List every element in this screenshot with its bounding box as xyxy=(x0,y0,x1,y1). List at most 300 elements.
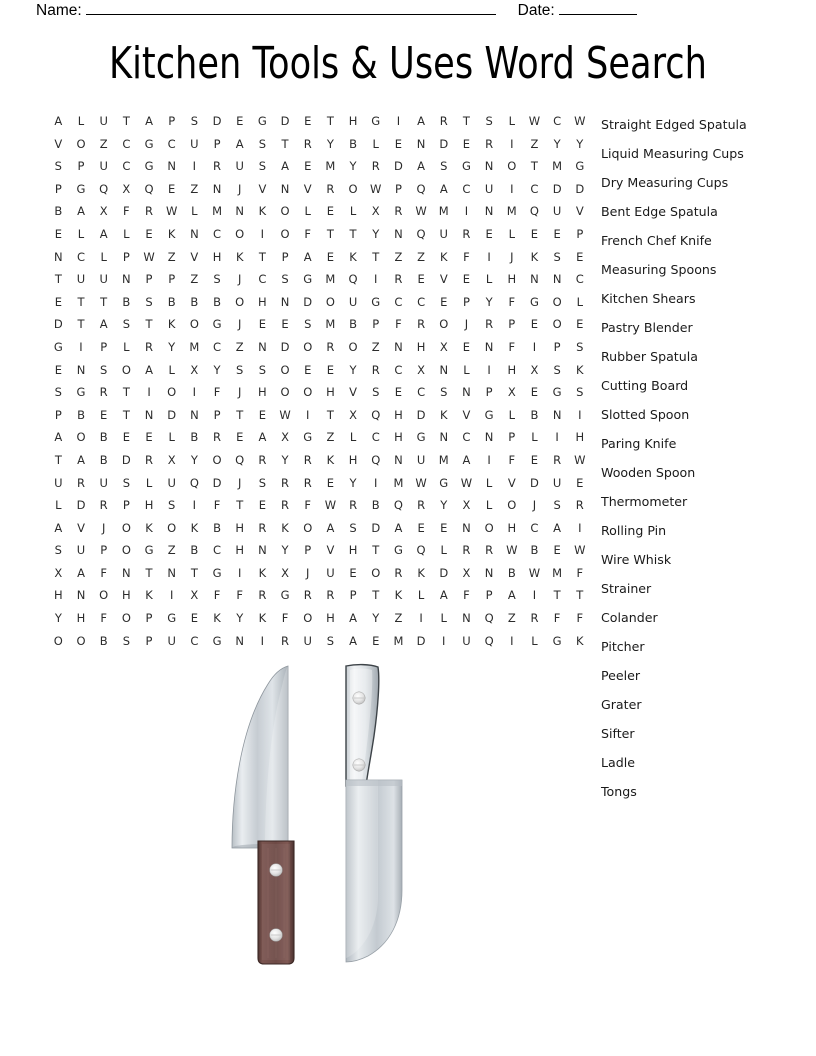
grid-cell[interactable]: L xyxy=(485,475,493,490)
grid-cell[interactable]: E xyxy=(417,272,425,287)
grid-cell[interactable]: O xyxy=(552,317,562,332)
grid-cell[interactable]: Z xyxy=(394,249,403,264)
grid-cell[interactable]: E xyxy=(462,272,471,287)
grid-cell[interactable]: B xyxy=(99,452,108,467)
grid-cell[interactable]: G xyxy=(461,159,471,174)
grid-cell[interactable]: E xyxy=(576,475,584,490)
grid-cell[interactable]: D xyxy=(212,475,222,490)
grid-cell[interactable]: L xyxy=(508,114,515,128)
grid-cell[interactable]: E xyxy=(372,633,380,648)
grid-cell[interactable]: I xyxy=(79,339,83,354)
grid-cell[interactable]: O xyxy=(303,385,313,400)
grid-cell[interactable]: J xyxy=(238,181,242,196)
word-list-item[interactable]: Wire Whisk xyxy=(601,552,672,567)
grid-cell[interactable]: E xyxy=(190,611,198,626)
grid-cell[interactable]: Q xyxy=(144,181,154,196)
grid-cell[interactable]: L xyxy=(463,362,470,377)
grid-cell[interactable]: Q xyxy=(189,475,199,490)
grid-cell[interactable]: R xyxy=(145,204,154,219)
grid-cell[interactable]: T xyxy=(462,114,470,128)
grid-cell[interactable]: K xyxy=(439,249,448,264)
grid-cell[interactable]: M xyxy=(552,565,563,580)
grid-cell[interactable]: O xyxy=(121,520,131,535)
grid-cell[interactable]: T xyxy=(281,136,289,151)
grid-cell[interactable]: O xyxy=(76,633,86,648)
grid-cell[interactable]: M xyxy=(552,159,563,174)
grid-cell[interactable]: I xyxy=(306,407,310,422)
grid-cell[interactable]: S xyxy=(553,362,561,377)
grid-cell[interactable]: R xyxy=(303,452,312,467)
grid-cell[interactable]: V xyxy=(349,385,357,400)
grid-cell[interactable]: I xyxy=(238,565,242,580)
grid-cell[interactable]: S xyxy=(258,159,267,174)
grid-cell[interactable]: C xyxy=(417,294,426,309)
grid-cell[interactable]: E xyxy=(553,543,561,558)
grid-cell[interactable]: S xyxy=(304,317,312,332)
grid-cell[interactable]: X xyxy=(349,407,358,422)
grid-cell[interactable]: K xyxy=(576,362,584,377)
grid-cell[interactable]: F xyxy=(576,611,584,626)
grid-cell[interactable]: I xyxy=(555,430,559,445)
grid-cell[interactable]: G xyxy=(529,294,539,309)
grid-cell[interactable]: B xyxy=(99,633,108,648)
grid-cell[interactable]: D xyxy=(393,159,403,174)
grid-cell[interactable]: M xyxy=(393,633,404,648)
grid-cell[interactable]: Y xyxy=(54,611,62,626)
grid-cell[interactable]: R xyxy=(281,475,290,490)
grid-cell[interactable]: J xyxy=(101,520,106,535)
grid-cell[interactable]: S xyxy=(145,294,153,309)
grid-cell[interactable]: J xyxy=(510,249,514,264)
grid-cell[interactable]: A xyxy=(281,159,289,174)
grid-cell[interactable]: U xyxy=(303,633,312,648)
word-list-item[interactable]: Bent Edge Spatula xyxy=(601,204,718,219)
grid-cell[interactable]: G xyxy=(371,114,381,128)
grid-cell[interactable]: R xyxy=(553,452,562,467)
grid-cell[interactable]: A xyxy=(349,611,357,626)
grid-cell[interactable]: P xyxy=(54,407,62,422)
grid-cell[interactable]: J xyxy=(238,272,242,287)
grid-cell[interactable]: B xyxy=(349,317,358,332)
grid-cell[interactable]: H xyxy=(326,611,335,626)
grid-cell[interactable]: E xyxy=(54,294,62,309)
grid-cell[interactable]: C xyxy=(213,543,222,558)
grid-cell[interactable]: F xyxy=(100,611,107,626)
grid-cell[interactable]: U xyxy=(99,475,108,490)
grid-cell[interactable]: X xyxy=(417,362,426,377)
grid-cell[interactable]: K xyxy=(281,520,289,535)
grid-cell[interactable]: R xyxy=(281,633,290,648)
grid-cell[interactable]: L xyxy=(168,430,175,445)
grid-cell[interactable]: T xyxy=(54,272,62,287)
grid-cell[interactable]: O xyxy=(121,543,131,558)
grid-cell[interactable]: Z xyxy=(394,611,403,626)
grid-cell[interactable]: S xyxy=(258,362,267,377)
grid-cell[interactable]: K xyxy=(235,249,244,264)
grid-cell[interactable]: S xyxy=(213,272,221,287)
grid-cell[interactable]: O xyxy=(53,633,63,648)
grid-cell[interactable]: P xyxy=(349,588,357,603)
grid-cell[interactable]: E xyxy=(530,317,539,332)
grid-cell[interactable]: K xyxy=(576,633,584,648)
grid-cell[interactable]: A xyxy=(54,114,63,128)
grid-cell[interactable]: Y xyxy=(236,611,244,626)
grid-cell[interactable]: O xyxy=(76,136,86,151)
grid-cell[interactable]: G xyxy=(303,272,313,287)
grid-cell[interactable]: X xyxy=(99,204,108,219)
grid-cell[interactable]: I xyxy=(260,226,265,241)
grid-cell[interactable]: P xyxy=(145,611,153,626)
grid-cell[interactable]: D xyxy=(530,475,539,490)
grid-cell[interactable]: C xyxy=(190,633,199,648)
word-list-item[interactable]: Kitchen Shears xyxy=(601,291,696,306)
grid-cell[interactable]: T xyxy=(77,294,85,309)
grid-cell[interactable]: Q xyxy=(416,181,426,196)
grid-cell[interactable]: B xyxy=(530,407,539,422)
grid-cell[interactable]: G xyxy=(439,475,449,490)
grid-cell[interactable]: L xyxy=(304,204,311,219)
grid-cell[interactable]: E xyxy=(145,226,153,241)
grid-cell[interactable]: G xyxy=(76,181,86,196)
grid-cell[interactable]: I xyxy=(192,385,197,400)
grid-cell[interactable]: O xyxy=(280,226,290,241)
grid-cell[interactable]: L xyxy=(531,633,538,648)
grid-cell[interactable]: H xyxy=(235,520,245,535)
grid-cell[interactable]: E xyxy=(462,339,471,354)
word-list-item[interactable]: French Chef Knife xyxy=(601,233,712,248)
grid-cell[interactable]: U xyxy=(416,452,426,467)
grid-cell[interactable]: N xyxy=(76,362,86,377)
grid-cell[interactable]: T xyxy=(236,407,244,422)
grid-cell[interactable]: B xyxy=(213,520,221,535)
grid-cell[interactable]: R xyxy=(213,430,222,445)
grid-cell[interactable]: P xyxy=(576,226,584,241)
grid-cell[interactable]: U xyxy=(99,114,108,128)
grid-cell[interactable]: M xyxy=(506,204,517,219)
grid-cell[interactable]: A xyxy=(507,588,516,603)
grid-cell[interactable]: L xyxy=(417,588,425,603)
grid-cell[interactable]: S xyxy=(236,362,244,377)
grid-cell[interactable]: E xyxy=(440,520,448,535)
grid-cell[interactable]: Z xyxy=(417,249,426,264)
grid-cell[interactable]: R xyxy=(326,339,335,354)
date-write-in-line[interactable] xyxy=(559,0,637,15)
grid-cell[interactable]: H xyxy=(54,588,63,603)
grid-cell[interactable]: S xyxy=(281,272,289,287)
grid-cell[interactable]: T xyxy=(349,226,357,241)
grid-cell[interactable]: P xyxy=(213,136,221,151)
grid-cell[interactable]: L xyxy=(508,407,515,422)
grid-cell[interactable]: E xyxy=(326,362,335,377)
grid-cell[interactable]: O xyxy=(167,385,177,400)
grid-cell[interactable]: B xyxy=(190,543,199,558)
grid-cell[interactable]: R xyxy=(77,475,85,490)
grid-cell[interactable]: E xyxy=(394,136,403,151)
grid-cell[interactable]: F xyxy=(213,498,221,513)
grid-cell[interactable]: A xyxy=(99,226,108,241)
grid-cell[interactable]: T xyxy=(326,407,334,422)
word-list-item[interactable]: Tongs xyxy=(601,784,637,799)
grid-cell[interactable]: A xyxy=(99,317,108,332)
grid-cell[interactable]: E xyxy=(236,430,244,445)
grid-cell[interactable]: N xyxy=(122,272,131,287)
grid-cell[interactable]: E xyxy=(530,226,539,241)
grid-cell[interactable]: O xyxy=(552,294,562,309)
grid-cell[interactable]: O xyxy=(371,565,381,580)
grid-cell[interactable]: J xyxy=(532,498,537,513)
grid-cell[interactable]: E xyxy=(54,226,62,241)
grid-cell[interactable]: N xyxy=(484,204,494,219)
grid-cell[interactable]: L xyxy=(372,136,379,151)
grid-cell[interactable]: T xyxy=(145,317,153,332)
grid-cell[interactable]: A xyxy=(439,181,448,196)
grid-cell[interactable]: F xyxy=(463,249,470,264)
word-list-item[interactable]: Straight Edged Spatula xyxy=(601,117,747,132)
grid-cell[interactable]: M xyxy=(325,272,336,287)
grid-cell[interactable]: T xyxy=(122,385,130,400)
grid-cell[interactable]: P xyxy=(213,407,221,422)
grid-cell[interactable]: A xyxy=(394,520,403,535)
grid-cell[interactable]: K xyxy=(213,611,221,626)
grid-cell[interactable]: N xyxy=(167,159,176,174)
grid-cell[interactable]: M xyxy=(393,475,404,490)
grid-cell[interactable]: N xyxy=(54,249,63,264)
grid-cell[interactable]: X xyxy=(371,204,380,219)
word-list-item[interactable]: Pitcher xyxy=(601,639,645,654)
grid-cell[interactable]: P xyxy=(508,317,516,332)
grid-cell[interactable]: G xyxy=(212,317,222,332)
grid-cell[interactable]: E xyxy=(168,181,176,196)
grid-cell[interactable]: R xyxy=(439,114,448,128)
grid-cell[interactable]: X xyxy=(167,452,176,467)
grid-cell[interactable]: R xyxy=(485,136,494,151)
grid-cell[interactable]: Z xyxy=(190,181,199,196)
grid-cell[interactable]: G xyxy=(53,339,63,354)
grid-cell[interactable]: O xyxy=(280,204,290,219)
grid-cell[interactable]: Y xyxy=(553,136,561,151)
grid-cell[interactable]: N xyxy=(462,611,471,626)
grid-cell[interactable]: L xyxy=(440,543,447,558)
grid-cell[interactable]: H xyxy=(258,385,267,400)
grid-cell[interactable]: B xyxy=(371,498,380,513)
grid-cell[interactable]: U xyxy=(348,294,358,309)
grid-cell[interactable]: G xyxy=(144,543,154,558)
grid-cell[interactable]: Y xyxy=(372,611,380,626)
grid-cell[interactable]: I xyxy=(464,204,469,219)
grid-cell[interactable]: I xyxy=(192,159,197,174)
grid-cell[interactable]: N xyxy=(484,430,494,445)
grid-cell[interactable]: H xyxy=(258,294,267,309)
grid-cell[interactable]: V xyxy=(303,181,312,196)
grid-cell[interactable]: A xyxy=(326,520,335,535)
grid-cell[interactable]: E xyxy=(304,362,312,377)
grid-cell[interactable]: F xyxy=(395,317,402,332)
grid-cell[interactable]: U xyxy=(76,543,86,558)
grid-cell[interactable]: A xyxy=(54,430,63,445)
grid-cell[interactable]: M xyxy=(325,159,336,174)
grid-cell[interactable]: E xyxy=(417,520,425,535)
grid-cell[interactable]: Q xyxy=(484,633,494,648)
word-list-item[interactable]: Thermometer xyxy=(601,494,688,509)
word-list-item[interactable]: Peeler xyxy=(601,668,641,683)
grid-cell[interactable]: I xyxy=(510,633,514,648)
grid-cell[interactable]: V xyxy=(462,407,471,422)
grid-cell[interactable]: R xyxy=(303,588,312,603)
grid-cell[interactable]: G xyxy=(552,385,562,400)
grid-cell[interactable]: B xyxy=(122,294,131,309)
grid-cell[interactable]: O xyxy=(348,181,358,196)
grid-cell[interactable]: F xyxy=(576,565,584,580)
grid-cell[interactable]: R xyxy=(371,159,380,174)
grid-cell[interactable]: H xyxy=(348,543,358,558)
grid-cell[interactable]: N xyxy=(394,452,403,467)
grid-cell[interactable]: Z xyxy=(507,611,516,626)
grid-cell[interactable]: R xyxy=(575,498,584,513)
grid-cell[interactable]: T xyxy=(77,317,85,332)
grid-cell[interactable]: S xyxy=(258,136,267,151)
grid-cell[interactable]: G xyxy=(167,611,177,626)
grid-cell[interactable]: X xyxy=(462,498,471,513)
grid-cell[interactable]: P xyxy=(304,543,312,558)
grid-cell[interactable]: U xyxy=(76,272,86,287)
grid-cell[interactable]: D xyxy=(303,294,313,309)
grid-cell[interactable]: Y xyxy=(349,475,357,490)
grid-cell[interactable]: E xyxy=(326,475,335,490)
grid-cell[interactable]: F xyxy=(236,588,244,603)
grid-cell[interactable]: Y xyxy=(576,136,584,151)
word-list-item[interactable]: Measuring Spoons xyxy=(601,262,717,277)
grid-cell[interactable]: D xyxy=(552,181,562,196)
grid-cell[interactable]: N xyxy=(462,520,471,535)
grid-cell[interactable]: Z xyxy=(235,339,244,354)
grid-cell[interactable]: G xyxy=(212,565,222,580)
grid-cell[interactable]: C xyxy=(371,430,380,445)
grid-cell[interactable]: D xyxy=(53,317,63,332)
grid-cell[interactable]: S xyxy=(349,520,357,535)
grid-cell[interactable]: Y xyxy=(190,452,198,467)
grid-cell[interactable]: R xyxy=(485,543,494,558)
grid-cell[interactable]: A xyxy=(235,136,244,151)
grid-cell[interactable]: B xyxy=(507,565,516,580)
grid-cell[interactable]: P xyxy=(77,159,85,174)
grid-cell[interactable]: L xyxy=(145,475,153,490)
grid-cell[interactable]: L xyxy=(576,294,583,309)
grid-cell[interactable]: P xyxy=(100,543,108,558)
grid-cell[interactable]: D xyxy=(575,181,585,196)
grid-cell[interactable]: V xyxy=(258,181,267,196)
grid-cell[interactable]: P xyxy=(281,249,289,264)
grid-cell[interactable]: C xyxy=(213,339,222,354)
grid-cell[interactable]: T xyxy=(372,543,380,558)
grid-cell[interactable]: S xyxy=(553,249,561,264)
grid-cell[interactable]: G xyxy=(371,294,381,309)
grid-cell[interactable]: C xyxy=(213,226,222,241)
grid-cell[interactable]: F xyxy=(281,611,289,626)
grid-cell[interactable]: S xyxy=(54,385,62,400)
grid-cell[interactable]: R xyxy=(485,317,494,332)
grid-cell[interactable]: R xyxy=(394,272,403,287)
grid-cell[interactable]: U xyxy=(167,475,176,490)
grid-cell[interactable]: U xyxy=(326,565,335,580)
grid-cell[interactable]: H xyxy=(348,114,358,128)
grid-cell[interactable]: P xyxy=(485,588,493,603)
grid-cell[interactable]: N xyxy=(416,136,426,151)
grid-cell[interactable]: O xyxy=(212,452,222,467)
grid-cell[interactable]: C xyxy=(258,272,267,287)
grid-cell[interactable]: R xyxy=(462,543,471,558)
grid-cell[interactable]: M xyxy=(212,204,222,219)
word-list-item[interactable]: Grater xyxy=(601,697,642,712)
grid-cell[interactable]: U xyxy=(439,226,448,241)
grid-cell[interactable]: R xyxy=(281,498,290,513)
grid-cell[interactable]: R xyxy=(349,498,358,513)
grid-cell[interactable]: A xyxy=(417,114,426,128)
grid-cell[interactable]: S xyxy=(553,498,561,513)
grid-cell[interactable]: L xyxy=(168,362,175,377)
grid-cell[interactable]: I xyxy=(487,452,491,467)
grid-cell[interactable]: Z xyxy=(190,272,199,287)
grid-cell[interactable]: N xyxy=(167,565,176,580)
grid-cell[interactable]: P xyxy=(508,430,516,445)
grid-cell[interactable]: T xyxy=(145,565,153,580)
grid-cell[interactable]: X xyxy=(54,565,63,580)
grid-cell[interactable]: R xyxy=(417,317,426,332)
grid-cell[interactable]: N xyxy=(394,339,403,354)
grid-cell[interactable]: O xyxy=(280,362,290,377)
grid-cell[interactable]: C xyxy=(167,136,176,151)
grid-cell[interactable]: H xyxy=(575,430,585,445)
grid-cell[interactable]: R xyxy=(394,204,403,219)
grid-cell[interactable]: U xyxy=(552,204,562,219)
grid-cell[interactable]: D xyxy=(439,136,449,151)
grid-cell[interactable]: B xyxy=(190,294,199,309)
grid-cell[interactable]: A xyxy=(77,565,85,580)
grid-cell[interactable]: E xyxy=(258,407,267,422)
grid-cell[interactable]: N xyxy=(484,159,494,174)
grid-cell[interactable]: Y xyxy=(349,362,357,377)
grid-cell[interactable]: R xyxy=(213,159,222,174)
grid-cell[interactable]: E xyxy=(304,114,312,128)
grid-cell[interactable]: W xyxy=(528,565,541,580)
grid-cell[interactable]: F xyxy=(508,452,516,467)
grid-cell[interactable]: K xyxy=(417,565,425,580)
grid-cell[interactable]: I xyxy=(396,114,401,128)
grid-cell[interactable]: K xyxy=(258,611,267,626)
grid-cell[interactable]: E xyxy=(462,136,471,151)
grid-cell[interactable]: B xyxy=(349,136,358,151)
grid-cell[interactable]: A xyxy=(145,114,153,128)
grid-cell[interactable]: H xyxy=(122,588,131,603)
grid-cell[interactable]: L xyxy=(123,339,130,354)
grid-cell[interactable]: P xyxy=(100,339,108,354)
grid-cell[interactable]: E xyxy=(530,385,539,400)
grid-cell[interactable]: N xyxy=(484,339,494,354)
grid-cell[interactable]: U xyxy=(190,136,199,151)
grid-cell[interactable]: I xyxy=(487,362,491,377)
grid-cell[interactable]: X xyxy=(462,565,471,580)
grid-cell[interactable]: N xyxy=(439,362,449,377)
grid-cell[interactable]: K xyxy=(258,204,267,219)
grid-cell[interactable]: U xyxy=(99,272,108,287)
grid-cell[interactable]: L xyxy=(349,430,357,445)
grid-cell[interactable]: C xyxy=(76,249,86,264)
grid-cell[interactable]: K xyxy=(167,317,176,332)
grid-cell[interactable]: H xyxy=(394,430,403,445)
grid-cell[interactable]: O xyxy=(235,294,245,309)
grid-cell[interactable]: D xyxy=(280,339,290,354)
grid-cell[interactable]: W xyxy=(574,543,586,558)
grid-cell[interactable]: V xyxy=(507,475,516,490)
